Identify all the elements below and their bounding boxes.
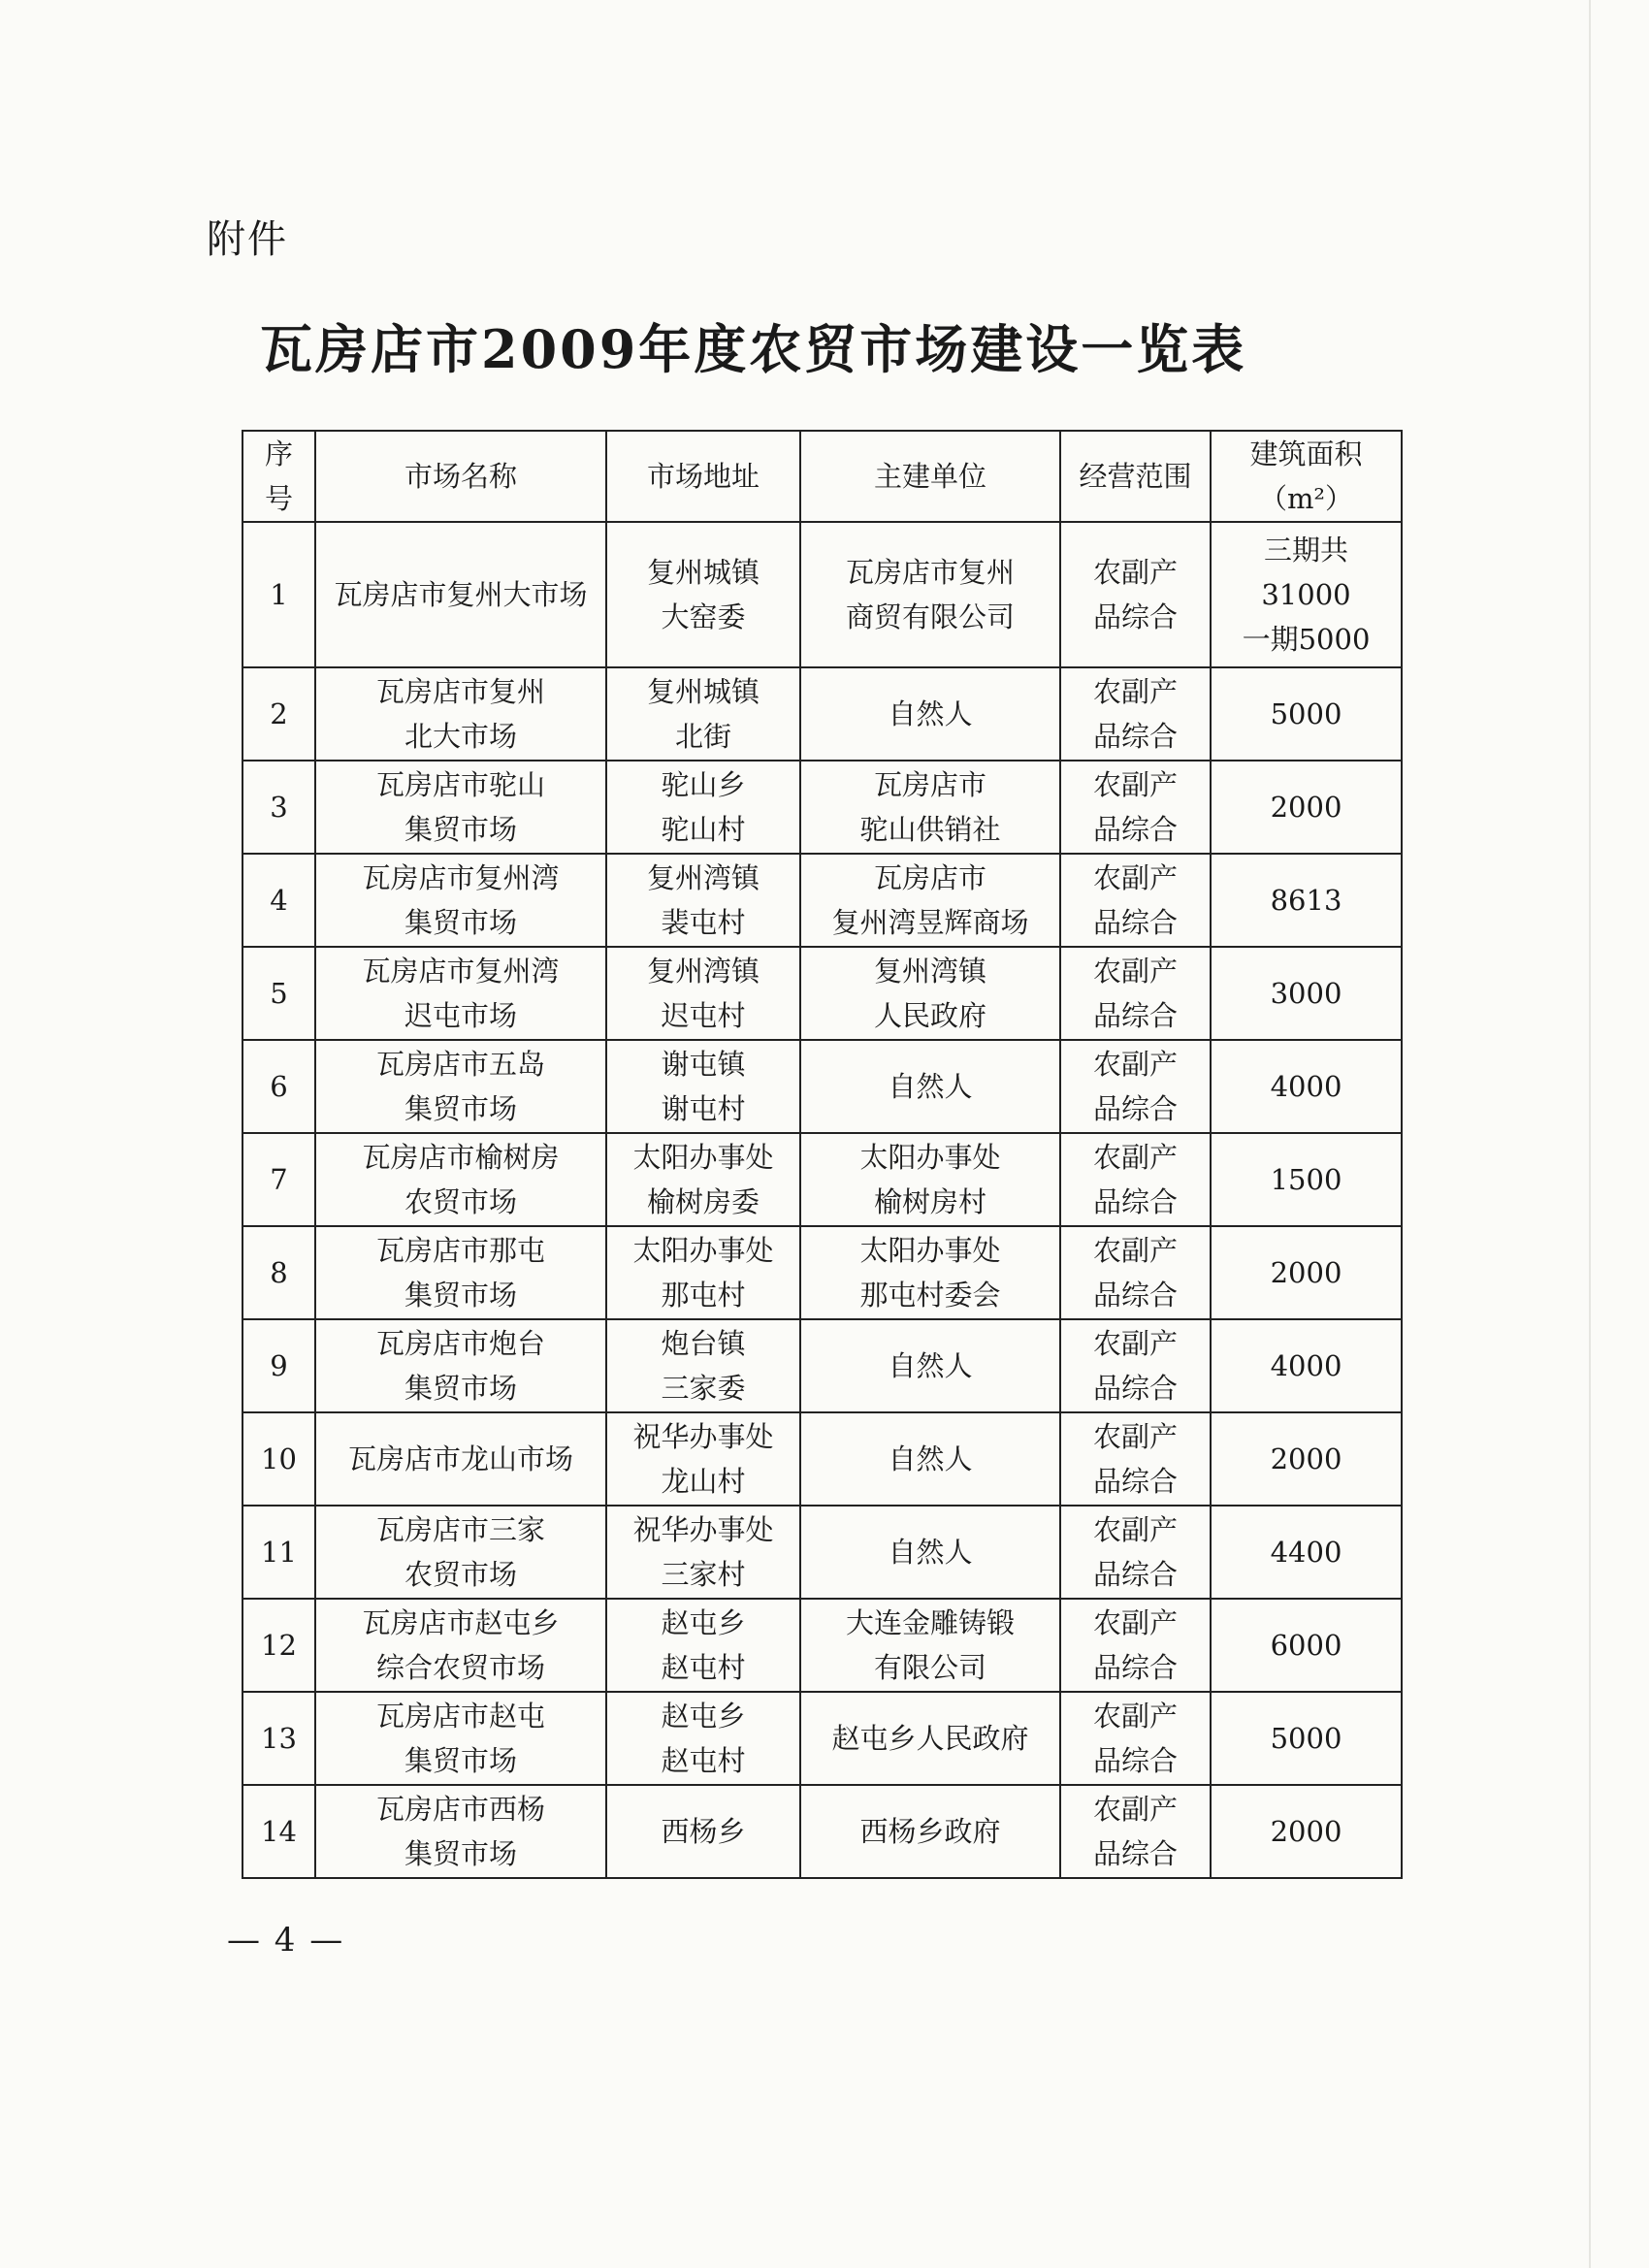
market-table bbox=[242, 430, 1403, 1879]
cell-name-line: 瓦房店市榆树房 bbox=[362, 1141, 560, 1174]
cell-scope-line: 农副产 bbox=[1092, 1420, 1178, 1453]
cell-name-line: 瓦房店市复州 bbox=[375, 675, 545, 708]
attachment-label: 附件 bbox=[207, 217, 288, 262]
cell-name-line: 瓦房店市那屯 bbox=[375, 1234, 545, 1267]
cell-builder-line: 自然人 bbox=[888, 697, 973, 730]
cell-builder-line: 大连金雕铸锻 bbox=[845, 1606, 1015, 1639]
cell-name bbox=[315, 1319, 606, 1412]
cell-scope bbox=[1060, 667, 1211, 761]
cell-scope bbox=[1060, 1226, 1211, 1319]
document-title: 瓦房店市2009年度农贸市场建设一览表 bbox=[260, 318, 1247, 380]
cell-scope-line: 农副产 bbox=[1092, 861, 1178, 894]
cell-scope-line: 品综合 bbox=[1092, 1651, 1178, 1684]
cell-scope bbox=[1060, 947, 1211, 1040]
table-row bbox=[242, 1692, 1402, 1785]
cell-area bbox=[1211, 1506, 1402, 1599]
cell-builder-line: 有限公司 bbox=[873, 1651, 986, 1684]
cell-no: 7 bbox=[242, 1133, 315, 1226]
cell-name bbox=[315, 1506, 606, 1599]
cell-area-line: 5000 bbox=[1270, 697, 1342, 730]
cell-address-line: 谢屯镇 bbox=[661, 1048, 746, 1081]
cell-address-line: 复州城镇 bbox=[646, 675, 760, 708]
cell-builder bbox=[800, 1599, 1060, 1692]
cell-builder-line: 自然人 bbox=[888, 1536, 973, 1569]
cell-builder-line: 榆树房村 bbox=[873, 1185, 986, 1218]
cell-builder-line: 瓦房店市复州 bbox=[845, 556, 1015, 589]
cell-name bbox=[315, 1692, 606, 1785]
cell-no: 3 bbox=[242, 761, 315, 854]
cell-name-line: 集贸市场 bbox=[404, 1372, 517, 1405]
cell-scope-line: 品综合 bbox=[1092, 1558, 1178, 1591]
cell-area-line: 5000 bbox=[1270, 1722, 1342, 1755]
cell-address-line: 大窑委 bbox=[661, 600, 746, 633]
cell-scope-line: 农副产 bbox=[1092, 1606, 1178, 1639]
header-name: 市场名称 bbox=[315, 431, 606, 522]
cell-builder bbox=[800, 1040, 1060, 1133]
cell-name bbox=[315, 947, 606, 1040]
cell-address-line: 三家村 bbox=[661, 1558, 746, 1591]
cell-area bbox=[1211, 761, 1402, 854]
cell-builder-line: 复州湾昱辉商场 bbox=[831, 906, 1029, 939]
cell-builder bbox=[800, 761, 1060, 854]
cell-no: 9 bbox=[242, 1319, 315, 1412]
cell-scope bbox=[1060, 1692, 1211, 1785]
cell-name-line: 瓦房店市复州大市场 bbox=[334, 578, 588, 611]
cell-area bbox=[1211, 1040, 1402, 1133]
header-area: 建筑面积 （m²） bbox=[1211, 431, 1402, 522]
cell-address bbox=[606, 854, 800, 947]
cell-builder-line: 赵屯乡人民政府 bbox=[831, 1722, 1029, 1755]
cell-no: 14 bbox=[242, 1785, 315, 1878]
cell-name bbox=[315, 667, 606, 761]
cell-builder-line: 人民政府 bbox=[873, 999, 986, 1032]
cell-name-line: 北大市场 bbox=[404, 720, 517, 753]
cell-builder-line: 瓦房店市 bbox=[873, 861, 986, 894]
cell-builder-line: 自然人 bbox=[888, 1442, 973, 1475]
cell-no: 8 bbox=[242, 1226, 315, 1319]
cell-address-line: 裴屯村 bbox=[661, 906, 746, 939]
cell-address bbox=[606, 522, 800, 667]
cell-address-line: 三家委 bbox=[661, 1372, 746, 1405]
cell-builder bbox=[800, 947, 1060, 1040]
cell-builder-line: 太阳办事处 bbox=[859, 1234, 1001, 1267]
cell-name bbox=[315, 1412, 606, 1506]
cell-scope bbox=[1060, 854, 1211, 947]
cell-address-line: 驼山乡 bbox=[661, 768, 746, 801]
cell-builder-line: 太阳办事处 bbox=[859, 1141, 1001, 1174]
cell-address-line: 迟屯村 bbox=[661, 999, 746, 1032]
cell-builder bbox=[800, 854, 1060, 947]
cell-builder bbox=[800, 522, 1060, 667]
cell-address-line: 复州湾镇 bbox=[646, 955, 760, 988]
cell-area bbox=[1211, 854, 1402, 947]
cell-name-line: 瓦房店市复州湾 bbox=[362, 861, 560, 894]
cell-scope-line: 农副产 bbox=[1092, 1234, 1178, 1267]
cell-address bbox=[606, 667, 800, 761]
cell-area-line: 4000 bbox=[1270, 1349, 1342, 1382]
cell-scope bbox=[1060, 1599, 1211, 1692]
cell-address bbox=[606, 1599, 800, 1692]
cell-no: 4 bbox=[242, 854, 315, 947]
cell-area-line: 2000 bbox=[1270, 791, 1342, 824]
table-row bbox=[242, 854, 1402, 947]
cell-address bbox=[606, 1319, 800, 1412]
cell-name bbox=[315, 1785, 606, 1878]
cell-no: 2 bbox=[242, 667, 315, 761]
cell-name-line: 瓦房店市赵屯乡 bbox=[362, 1606, 560, 1639]
cell-scope bbox=[1060, 522, 1211, 667]
cell-builder-line: 自然人 bbox=[888, 1070, 973, 1103]
cell-scope-line: 农副产 bbox=[1092, 1327, 1178, 1360]
cell-area-line: 31000 bbox=[1261, 578, 1351, 611]
cell-name bbox=[315, 1133, 606, 1226]
cell-scope bbox=[1060, 1133, 1211, 1226]
cell-scope-line: 品综合 bbox=[1092, 720, 1178, 753]
cell-area-line: 4000 bbox=[1270, 1070, 1342, 1103]
cell-address-line: 龙山村 bbox=[661, 1465, 746, 1498]
cell-scope bbox=[1060, 1319, 1211, 1412]
cell-address-line: 祝华办事处 bbox=[632, 1513, 774, 1546]
cell-area bbox=[1211, 947, 1402, 1040]
cell-scope-line: 农副产 bbox=[1092, 1048, 1178, 1081]
cell-scope-line: 农副产 bbox=[1092, 675, 1178, 708]
cell-address-line: 榆树房委 bbox=[646, 1185, 760, 1218]
cell-builder-line: 复州湾镇 bbox=[873, 955, 986, 988]
cell-area bbox=[1211, 1412, 1402, 1506]
cell-name bbox=[315, 1226, 606, 1319]
cell-name bbox=[315, 761, 606, 854]
cell-address-line: 驼山村 bbox=[661, 813, 746, 846]
cell-name bbox=[315, 1040, 606, 1133]
cell-name-line: 瓦房店市驼山 bbox=[375, 768, 545, 801]
table-row bbox=[242, 1319, 1402, 1412]
cell-scope-line: 品综合 bbox=[1092, 600, 1178, 633]
cell-name-line: 瓦房店市五岛 bbox=[375, 1048, 545, 1081]
cell-area bbox=[1211, 667, 1402, 761]
cell-name-line: 瓦房店市复州湾 bbox=[362, 955, 560, 988]
cell-name-line: 集贸市场 bbox=[404, 1837, 517, 1870]
cell-area-line: 8613 bbox=[1270, 884, 1342, 917]
header-no: 序 号 bbox=[242, 431, 315, 522]
cell-scope-line: 品综合 bbox=[1092, 999, 1178, 1032]
cell-scope-line: 品综合 bbox=[1092, 1092, 1178, 1125]
cell-scope bbox=[1060, 1785, 1211, 1878]
cell-scope-line: 品综合 bbox=[1092, 1185, 1178, 1218]
cell-address bbox=[606, 1506, 800, 1599]
cell-address-line: 太阳办事处 bbox=[632, 1234, 774, 1267]
cell-scope-line: 农副产 bbox=[1092, 556, 1178, 589]
cell-address-line: 北街 bbox=[674, 720, 731, 753]
cell-scope-line: 农副产 bbox=[1092, 955, 1178, 988]
cell-name-line: 瓦房店市赵屯 bbox=[375, 1700, 545, 1733]
cell-address-line: 复州城镇 bbox=[646, 556, 760, 589]
table-row bbox=[242, 947, 1402, 1040]
cell-area bbox=[1211, 1226, 1402, 1319]
cell-address-line: 复州湾镇 bbox=[646, 861, 760, 894]
cell-builder bbox=[800, 1412, 1060, 1506]
table-row bbox=[242, 1040, 1402, 1133]
cell-address bbox=[606, 1226, 800, 1319]
cell-address-line: 赵屯村 bbox=[661, 1651, 746, 1684]
cell-area bbox=[1211, 1133, 1402, 1226]
cell-name-line: 瓦房店市西杨 bbox=[375, 1793, 545, 1826]
cell-name bbox=[315, 522, 606, 667]
cell-address-line: 赵屯乡 bbox=[661, 1606, 746, 1639]
cell-scope bbox=[1060, 1506, 1211, 1599]
cell-name bbox=[315, 854, 606, 947]
cell-area-line: 2000 bbox=[1270, 1815, 1342, 1848]
scan-edge bbox=[1589, 0, 1649, 2268]
cell-builder-line: 自然人 bbox=[888, 1349, 973, 1382]
cell-scope-line: 品综合 bbox=[1092, 1372, 1178, 1405]
header-builder: 主建单位 bbox=[800, 431, 1060, 522]
cell-address bbox=[606, 761, 800, 854]
cell-address bbox=[606, 947, 800, 1040]
cell-address bbox=[606, 1040, 800, 1133]
cell-area-line: 4400 bbox=[1270, 1536, 1342, 1569]
cell-address bbox=[606, 1785, 800, 1878]
cell-name-line: 集贸市场 bbox=[404, 906, 517, 939]
cell-name-line: 集贸市场 bbox=[404, 813, 517, 846]
cell-area bbox=[1211, 1785, 1402, 1878]
cell-builder-line: 西杨乡政府 bbox=[859, 1815, 1001, 1848]
cell-builder bbox=[800, 667, 1060, 761]
table-row bbox=[242, 522, 1402, 667]
cell-address-line: 祝华办事处 bbox=[632, 1420, 774, 1453]
cell-area-line: 1500 bbox=[1270, 1163, 1342, 1196]
cell-scope-line: 农副产 bbox=[1092, 1793, 1178, 1826]
cell-name-line: 集贸市场 bbox=[404, 1744, 517, 1777]
cell-address-line: 西杨乡 bbox=[661, 1815, 746, 1848]
cell-address bbox=[606, 1692, 800, 1785]
cell-name-line: 集贸市场 bbox=[404, 1279, 517, 1312]
page-number: — 4 — bbox=[227, 1921, 345, 1960]
cell-name bbox=[315, 1599, 606, 1692]
cell-name-line: 综合农贸市场 bbox=[375, 1651, 545, 1684]
cell-scope-line: 品综合 bbox=[1092, 1465, 1178, 1498]
cell-name-line: 集贸市场 bbox=[404, 1092, 517, 1125]
cell-area-line: 三期共 bbox=[1263, 534, 1348, 567]
cell-builder bbox=[800, 1506, 1060, 1599]
cell-address bbox=[606, 1412, 800, 1506]
cell-scope-line: 农副产 bbox=[1092, 1700, 1178, 1733]
cell-area bbox=[1211, 1599, 1402, 1692]
cell-scope-line: 品综合 bbox=[1092, 813, 1178, 846]
cell-builder-line: 那屯村委会 bbox=[859, 1279, 1001, 1312]
table-row bbox=[242, 667, 1402, 761]
cell-scope bbox=[1060, 1040, 1211, 1133]
table-row bbox=[242, 761, 1402, 854]
cell-address-line: 炮台镇 bbox=[661, 1327, 746, 1360]
cell-builder-line: 商贸有限公司 bbox=[845, 600, 1015, 633]
cell-address-line: 谢屯村 bbox=[661, 1092, 746, 1125]
table-row bbox=[242, 1133, 1402, 1226]
table-body bbox=[242, 522, 1402, 1878]
cell-builder bbox=[800, 1692, 1060, 1785]
cell-scope bbox=[1060, 1412, 1211, 1506]
table-row bbox=[242, 1226, 1402, 1319]
cell-no: 13 bbox=[242, 1692, 315, 1785]
cell-no: 11 bbox=[242, 1506, 315, 1599]
cell-builder bbox=[800, 1785, 1060, 1878]
cell-name-line: 瓦房店市三家 bbox=[375, 1513, 545, 1546]
cell-area-line: 2000 bbox=[1270, 1256, 1342, 1289]
cell-no: 5 bbox=[242, 947, 315, 1040]
cell-builder bbox=[800, 1226, 1060, 1319]
cell-scope-line: 农副产 bbox=[1092, 768, 1178, 801]
cell-name-line: 迟屯市场 bbox=[404, 999, 517, 1032]
cell-address-line: 赵屯村 bbox=[661, 1744, 746, 1777]
cell-no: 12 bbox=[242, 1599, 315, 1692]
table-header-row bbox=[242, 431, 1402, 522]
cell-no: 6 bbox=[242, 1040, 315, 1133]
cell-no: 10 bbox=[242, 1412, 315, 1506]
table-row bbox=[242, 1506, 1402, 1599]
cell-scope-line: 农副产 bbox=[1092, 1513, 1178, 1546]
cell-area-line: 3000 bbox=[1270, 977, 1342, 1010]
cell-address bbox=[606, 1133, 800, 1226]
cell-area bbox=[1211, 522, 1402, 667]
cell-scope-line: 品综合 bbox=[1092, 1744, 1178, 1777]
cell-builder bbox=[800, 1133, 1060, 1226]
header-scope: 经营范围 bbox=[1060, 431, 1211, 522]
cell-name-line: 瓦房店市炮台 bbox=[375, 1327, 545, 1360]
table-row bbox=[242, 1785, 1402, 1878]
table-row bbox=[242, 1412, 1402, 1506]
cell-builder bbox=[800, 1319, 1060, 1412]
cell-area bbox=[1211, 1319, 1402, 1412]
cell-area-line: 2000 bbox=[1270, 1442, 1342, 1475]
cell-area bbox=[1211, 1692, 1402, 1785]
cell-area-line: 6000 bbox=[1270, 1629, 1342, 1662]
cell-builder-line: 瓦房店市 bbox=[873, 768, 986, 801]
cell-scope-line: 品综合 bbox=[1092, 1837, 1178, 1870]
cell-name-line: 农贸市场 bbox=[404, 1558, 517, 1591]
cell-name-line: 农贸市场 bbox=[404, 1185, 517, 1218]
cell-scope-line: 品综合 bbox=[1092, 1279, 1178, 1312]
cell-no: 1 bbox=[242, 522, 315, 667]
cell-address-line: 那屯村 bbox=[661, 1279, 746, 1312]
cell-area-line: 一期5000 bbox=[1242, 623, 1371, 656]
cell-scope-line: 农副产 bbox=[1092, 1141, 1178, 1174]
header-address: 市场地址 bbox=[606, 431, 800, 522]
cell-scope-line: 品综合 bbox=[1092, 906, 1178, 939]
cell-name-line: 瓦房店市龙山市场 bbox=[347, 1442, 573, 1475]
cell-address-line: 太阳办事处 bbox=[632, 1141, 774, 1174]
cell-address-line: 赵屯乡 bbox=[661, 1700, 746, 1733]
cell-builder-line: 驼山供销社 bbox=[859, 813, 1001, 846]
cell-scope bbox=[1060, 761, 1211, 854]
table-row bbox=[242, 1599, 1402, 1692]
